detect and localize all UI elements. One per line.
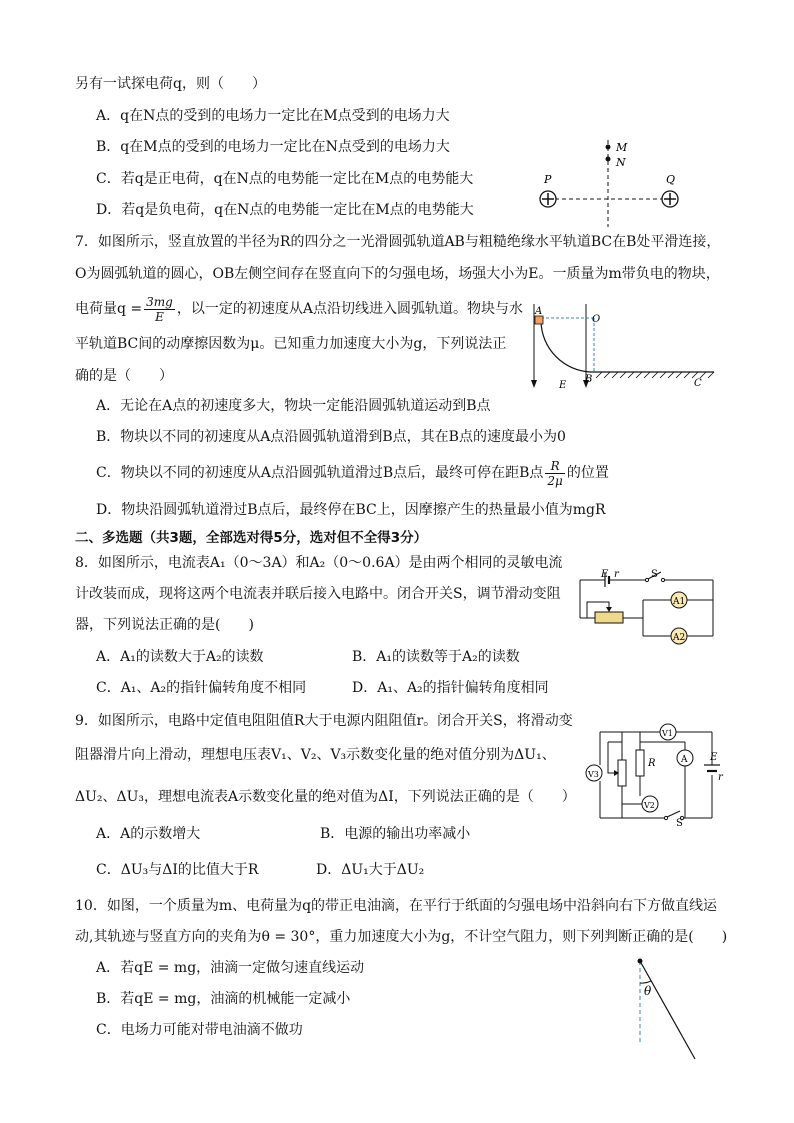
q7-distance-fraction [545,459,564,488]
q10-figure [625,955,705,1065]
q8-line-3: 器，下列说法正确的是( ) [75,617,254,633]
q8-line-2: 计改装而成，现将这两个电流表并联后接入电路中。闭合开关S，调节滑动变阻 [75,586,561,602]
q7-line-1: 7．如图所示，竖直放置的半径为R的四分之一光滑圆弧轨道AB与粗糙绝缘水平轨道BC在B处平滑连接， [75,234,721,250]
q8-figure [575,568,720,643]
q7-line-3-post: ，以一定的初速度从A点沿切线进入圆弧轨道。物块与水 [176,301,523,317]
label-p: P [544,173,552,186]
q9-line-2: 阻器滑片向上滑动，理想电压表V₁、V₂、V₃示数变化量的绝对值分别为ΔU₁、 [75,747,556,763]
q9-figure [580,720,730,830]
q7-option-c-pre: C．物块以不同的初速度从A点沿圆弧轨道滑过B点后，最终可停在距B点 [96,465,544,481]
q10-line-2: 动,其轨迹与竖直方向的夹角为θ = 30°，重力加速度大小为g，不计空气阻力，则下列判断正确的是( ) [75,929,728,945]
q6-option-b: B．q在M点的受到的电场力一定比在N点受到的电场力大 [96,139,450,155]
label-e: E [559,380,567,391]
label-a: A [535,306,543,317]
q8-option-b: B．A₁的读数等于A₂的读数 [352,649,520,665]
q9-option-b: B．电源的输出功率减小 [320,826,471,842]
q8-option-d: D．A₁、A₂的指针偏转角度相同 [352,680,549,696]
q7-fraction-denominator: E [155,309,164,324]
label-n: N [616,156,626,169]
q6-option-a: A．q在N点的受到的电场力一定比在M点受到的电场力大 [96,108,450,124]
label-r: r [614,569,619,580]
q7-option-a: A．无论在A点的初速度多大，物块一定能沿圆弧轨道运动到B点 [96,398,491,414]
label-a: A [681,755,688,765]
q7-charge-fraction [144,295,175,324]
label-v3: V3 [588,770,599,779]
section-2-heading: 二、多选题（共3题，全部选对得5分，选对但不全得3分） [75,530,428,546]
label-v1: V1 [662,729,673,738]
q7-line-5: 确的是（ ） [75,368,173,384]
q10-option-c: C．电场力可能对带电油滴不做功 [96,1022,303,1038]
q7-distance-denominator: 2μ [547,473,563,488]
q8-option-c: C．A₁、A₂的指针偏转角度不相同 [96,680,307,696]
label-o: O [592,314,601,325]
q7-distance-numerator: R [545,459,564,474]
q10-option-a: A．若qE = mg，油滴一定做匀速直线运动 [96,960,365,976]
label-v2: V2 [644,801,655,810]
q9-line-3: ΔU₂、ΔU₃，理想电流表A示数变化量的绝对值为ΔI，下列说法正确的是（ ） [75,789,576,805]
q7-option-c [96,455,609,491]
label-s: S [676,818,683,829]
q7-figure [528,302,718,392]
q7-option-d: D．物块沿圆弧轨道滑过B点后，最终停在BC上，因摩擦产生的热量最小值为mgR [96,502,606,518]
label-r-resistor: R [648,758,656,769]
q6-option-c: C．若q是正电荷，q在N点的电势能一定比在M点的电势能大 [96,171,474,187]
label-theta: θ [644,984,652,998]
label-a1: A1 [673,597,686,607]
q8-option-a: A．A₁的读数大于A₂的读数 [96,649,264,665]
q10-line-1: 10．如图，一个质量为m、电荷量为q的带正电油滴，在平行于纸面的匀强电场中沿斜向右下方做直线运 [75,898,718,914]
q7-line-4: 平轨道BC间的动摩擦因数为μ。已知重力加速度大小为g，下列说法正 [75,336,507,352]
q7-line-3-pre: 电荷量q = [75,301,143,317]
q7-option-b: B．物块以不同的初速度从A点沿圆弧轨道滑到B点，其在B点的速度最小为0 [96,429,566,445]
q7-line-3 [75,292,523,326]
label-m: M [616,141,628,154]
q6-stem: 另有一试探电荷q，则（ ） [75,76,266,92]
label-r-internal: r [718,772,723,783]
q9-option-c: C．ΔU₃与ΔI的比值大于R [96,862,259,878]
q6-option-d: D．若q是负电荷，q在N点的电势能一定比在M点的电势能大 [96,202,474,218]
label-a2: A2 [673,633,686,643]
q6-figure [530,135,700,230]
q7-option-c-post: 的位置 [566,465,609,481]
label-q: Q [666,173,676,186]
q7-fraction-numerator: 3mg [146,294,173,309]
q8-line-1: 8．如图所示，电流表A₁（0～3A）和A₂（0～0.6A）是由两个相同的灵敏电流 [75,555,563,571]
q9-option-a: A．A的示数增大 [96,826,201,842]
q9-line-1: 9．如图所示，电路中定值电阻阻值R大于电源内阻阻值r。闭合开关S，将滑动变 [75,713,573,729]
label-s: S [651,569,658,580]
label-e: E [710,752,718,763]
label-e: E [601,569,609,580]
label-b: B [585,374,593,385]
label-c: C [694,378,702,389]
q10-option-b: B．若qE = mg，油滴的机械能一定减小 [96,991,351,1007]
q7-line-2: O为圆弧轨道的圆心，OB左侧空间存在竖直向下的匀强电场，场强大小为E。一质量为m带负电的物块， [75,266,720,282]
q9-option-d: D．ΔU₁大于ΔU₂ [316,862,425,878]
